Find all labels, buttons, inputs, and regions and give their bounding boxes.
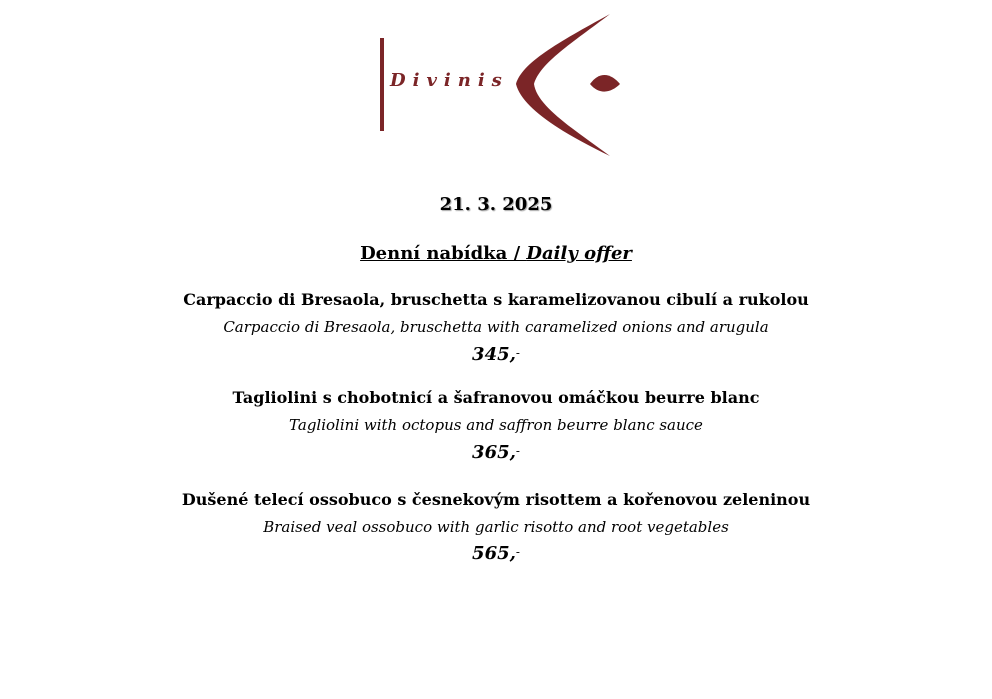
logo-text: Divinis [390, 70, 509, 91]
dish-3-price-suffix: - [515, 545, 520, 559]
dish-3-price [0, 543, 992, 564]
dish-2-price-value: 365, [472, 442, 516, 463]
heading-en: Daily offer [526, 243, 632, 264]
dish-2-price [0, 442, 992, 463]
dish-1-price-value: 345, [472, 344, 516, 365]
dish-3-name-en: Braised veal ossobuco with garlic risotto and root vegetables [263, 518, 729, 536]
menu-heading [0, 243, 992, 264]
dish-1-name-en: Carpaccio di Bresaola, bruschetta with caramelized onions and arugula [223, 318, 769, 336]
dish-1-price [0, 344, 992, 365]
restaurant-logo [372, 8, 632, 158]
dish-3-name-cz: Dušené telecí ossobuco s česnekovým risottem a kořenovou zeleninou [181, 490, 811, 509]
menu-date: 21. 3. 2025 [439, 194, 553, 215]
dish-2-name-en: Tagliolini with octopus and saffron beurre blanc sauce [289, 416, 703, 434]
dish-2-price-suffix: - [515, 444, 520, 458]
dish-2-name-cz: Tagliolini s chobotnicí a šafranovou omáčkou beurre blanc [232, 388, 760, 407]
dish-1-name-cz: Carpaccio di Bresaola, bruschetta s karamelizovanou cibulí a rukolou [183, 290, 809, 309]
dish-3-price-value: 565, [472, 543, 516, 564]
heading-cz: Denní nabídka / [360, 243, 527, 264]
dish-1-price-suffix: - [515, 346, 520, 360]
